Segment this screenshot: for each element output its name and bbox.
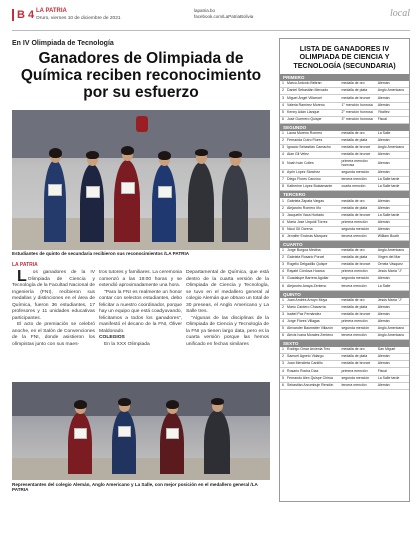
rank-cell: 3 (280, 212, 286, 219)
student-name-cell: Rayaté Córdova Huarca (286, 269, 340, 276)
award-cell: medalla de oro (340, 81, 376, 88)
table-row (280, 368, 409, 375)
table-row (280, 354, 409, 361)
award-cell: primera mención (340, 318, 376, 325)
paragraph: tros tutores y familiares. La ceremonia comenzó a las 19:00 horas y se extendió aproximadamente una hora. (99, 270, 182, 288)
school-cell: Alemán (377, 226, 409, 233)
table-row (280, 88, 409, 95)
school-cell: William Booth (377, 233, 409, 240)
award-cell: primera mención (340, 219, 376, 226)
school-cell: La Salle (377, 131, 409, 138)
school-cell: Anglo Americano (377, 333, 409, 340)
rank-cell: 5 (280, 276, 286, 283)
student-name-cell: Noah Iván Colles (286, 159, 340, 170)
rank-cell: 1 (280, 81, 286, 88)
school-cell: Fiscal (377, 368, 409, 375)
photo-caption-top: Estudiantes de quinto de secundaria recibieron sus reconocimientos /LA PATRIA (12, 251, 190, 256)
table-row (280, 276, 409, 283)
table-row (280, 382, 409, 389)
school-cell: Ybañez (377, 109, 409, 116)
paragraph: "Para la FNI es realmente un honor contar con selectos estudiantes, debo felicitar a nuestro coordinador, porque hay un equipo que está coadyuvando, felicitamos a todos los ganadores", manifestó el decano de la FNI, Óliver Maldonado. (99, 289, 182, 334)
school-cell: La Salle tarde (377, 177, 409, 184)
rank-cell: 6 (280, 116, 286, 123)
article-title: Ganadores de Olimpiada de Química reciben reconocimiento por su esfuerzo (20, 50, 262, 101)
school-cell: Alemán (377, 102, 409, 109)
award-cell: segunda mención (340, 276, 376, 283)
student-name-cell: Jorge Burgoa Medina (286, 248, 340, 255)
paragraph: En la XXX Olimpiada (104, 341, 150, 347)
rank-cell: 3 (280, 361, 286, 368)
award-cell: tercera mención (340, 283, 376, 290)
rank-cell: 3 (280, 262, 286, 269)
newspaper-name: LA PATRIA (36, 8, 67, 14)
award-cell: 1° mención honrosa (340, 102, 376, 109)
winners-group-header: PRIMERO (280, 74, 409, 81)
award-cell: tercera mención (340, 333, 376, 340)
facebook-link[interactable]: facebook.com/LaPatriaBolivia (194, 14, 254, 19)
award-cell: medalla de oro (340, 248, 376, 255)
student-name-cell: Nicol Gil Ocrena (286, 226, 340, 233)
table-row (280, 152, 409, 159)
rank-cell: 2 (280, 255, 286, 262)
student-name-cell: José Guerrero Quispe (286, 116, 340, 123)
student-name-cell: Fernanda Cutro Flores (286, 137, 340, 144)
table-row (280, 170, 409, 177)
school-cell: Alemán (377, 354, 409, 361)
article-column-2 (99, 270, 182, 348)
table-row (280, 325, 409, 332)
rank-cell: 7 (280, 177, 286, 184)
rank-cell: 2 (280, 88, 286, 95)
school-cell: San Miguel (377, 347, 409, 354)
rank-cell: 2 (280, 304, 286, 311)
article-kicker: En IV Olimpiada de Tecnología (12, 40, 114, 47)
award-cell: primera mención (340, 368, 376, 375)
table-row (280, 109, 409, 116)
rank-cell: 1 (280, 347, 286, 354)
school-cell: Anglo Americano (377, 325, 409, 332)
table-row (280, 95, 409, 102)
student-name-cell: Rogelio Delgadillo Quispe (286, 262, 340, 269)
table-row (280, 248, 409, 255)
rank-cell: 5 (280, 109, 286, 116)
rank-cell: 2 (280, 137, 286, 144)
table-row (280, 137, 409, 144)
table-row (280, 159, 409, 170)
award-cell: cuarta mención (340, 184, 376, 191)
winners-list-box (279, 38, 410, 502)
student-name-cell: Kenny Adán Llanque (286, 109, 340, 116)
issue-date: Oruro, viernes 10 de diciembre de 2021 (36, 16, 121, 21)
school-cell: Virgen del Mar (377, 255, 409, 262)
winners-list-title: LISTA DE GANADORES IV OLIMPIADA DE CIENCIA Y TECNOLOGÍA (SECUNDARIA) (293, 44, 396, 70)
award-cell: 3° mención honrosa (340, 116, 376, 123)
table-row (280, 311, 409, 318)
table-row (280, 205, 409, 212)
table-row (280, 269, 409, 276)
table-row (280, 177, 409, 184)
student-name-cell: Daniel Sebastián Mercado (286, 88, 340, 95)
student-name-cell: María Jose Urquidi Tórrez (286, 219, 340, 226)
table-row (280, 198, 409, 205)
table-row (280, 81, 409, 88)
student-name-cell: Alejandro Romero Iño (286, 205, 340, 212)
student-name-cell: Katherine López Bustamante (286, 184, 340, 191)
article-column-3 (186, 270, 269, 348)
award-cell: primera mención honrosa (340, 159, 376, 170)
school-cell: Jesús María "J" (377, 298, 409, 305)
rank-cell: 3 (280, 311, 286, 318)
student-name-cell: Miguel Ángel Villarroel (286, 95, 340, 102)
header-rule (12, 30, 410, 31)
award-cell: medalla de oro (340, 131, 376, 138)
rank-cell: 1 (280, 248, 286, 255)
table-row (280, 255, 409, 262)
rank-cell: 4 (280, 102, 286, 109)
award-cell: segunda mención (340, 375, 376, 382)
table-row (280, 144, 409, 151)
table-row (280, 333, 409, 340)
rank-cell: 6 (280, 382, 286, 389)
table-row (280, 318, 409, 325)
award-cell: tercera mención (340, 177, 376, 184)
award-cell: medalla de plata (340, 255, 376, 262)
award-cell: primera mención (340, 269, 376, 276)
award-cell: medalla de plata (340, 137, 376, 144)
award-cell: medalla de oro (340, 198, 376, 205)
table-row (280, 375, 409, 382)
student-name-cell: Marco Antonio Beltrán (286, 81, 340, 88)
school-cell: Alemán (377, 170, 409, 177)
school-cell: Anglo Americano (377, 144, 409, 151)
student-name-cell: Laura Moreno Romero (286, 131, 340, 138)
paragraph: "Algunas de las disciplinas de la Olimpiada de Ciencia y Tecnología de la FNI ya tienen largo data, pero es la cuarta versión porque las hemos unificado en fechas similares (186, 315, 269, 347)
student-name-cell: Jennifer Encinas Marquez (286, 233, 340, 240)
winners-table (280, 131, 409, 192)
award-cell: tercera mención (340, 382, 376, 389)
winners-table (280, 298, 409, 341)
rank-cell: 5 (280, 159, 286, 170)
winners-table (280, 81, 409, 124)
photo-caption-bottom: Representantes del colegio Alemán, Anglo Americano y La Salle, con mejor posición en el medallero general /LA PATRIA (12, 482, 258, 492)
rank-cell: 3 (280, 144, 286, 151)
school-cell: Alemán (377, 219, 409, 226)
student-name-cell: Jacquelin Vaca Hurtado (286, 212, 340, 219)
school-cell: Anglo Americano (377, 88, 409, 95)
table-row (280, 212, 409, 219)
school-cell: Alemán (377, 159, 409, 170)
student-name-cell: Alexander Baumstter Villazón (286, 325, 340, 332)
award-cell: medalla de plata (340, 88, 376, 95)
school-cell: Alemán (377, 361, 409, 368)
school-cell: Jesús María "J" (377, 269, 409, 276)
social-links (194, 8, 253, 20)
page-header (12, 6, 410, 28)
student-name-cell: Juan Andrés Arroyo Moya (286, 298, 340, 305)
rank-cell: 4 (280, 152, 286, 159)
winners-table (280, 347, 409, 390)
student-name-cell: Guadalupe Barrera Aguilar (286, 276, 340, 283)
school-cell: Alemán (377, 198, 409, 205)
school-cell: Anglo Americano (377, 248, 409, 255)
award-cell: segunda mención (340, 226, 376, 233)
school-cell: Alemán (377, 318, 409, 325)
rank-cell: 4 (280, 219, 286, 226)
table-row (280, 131, 409, 138)
subheading: COLEGIOS (99, 335, 125, 340)
table-row (280, 347, 409, 354)
paragraph: Los ganadores de la IV Olimpiada de Ciencia y Tecnología de la Facultad Nacional de Ingeniería (FNI), recibieron sus medallas y distinciones en el área de Química, fueron 36 estudiantes, 17 profesores y 11 unidades educativas participantes. (12, 268, 95, 321)
school-cell: Fiscal (377, 116, 409, 123)
table-row (280, 298, 409, 305)
website-link[interactable]: lapatria.bo (194, 8, 216, 13)
student-name-cell: Alejandro Anaya Zenteno (286, 283, 340, 290)
table-row (280, 262, 409, 269)
student-name-cell: Gabriela Zapata Vargas (286, 198, 340, 205)
rank-cell: 6 (280, 170, 286, 177)
student-name-cell: Juan Mendieta Cantillo (286, 361, 340, 368)
student-name-cell: Mario Cardero Chavarría (286, 304, 340, 311)
paragraph: El acto de premiación se celebró anoche, en el Salón de Convenciones de la FNI, donde asistieron los olímpistas junto con sus maes- (12, 322, 95, 347)
rank-cell: 5 (280, 325, 286, 332)
rank-cell: 2 (280, 354, 286, 361)
table-row (280, 102, 409, 109)
award-cell: medalla de bronce (340, 144, 376, 151)
section-label: local (390, 8, 410, 19)
rank-cell: 4 (280, 368, 286, 375)
school-cell: Alemán (377, 95, 409, 102)
award-cell: medalla de bronce (340, 262, 376, 269)
rank-cell: 8 (280, 184, 286, 191)
award-cell: tercera mención (340, 233, 376, 240)
award-photo-bottom (12, 382, 270, 480)
school-cell: Alemán (377, 81, 409, 88)
article-byline: LA PATRIA (12, 262, 38, 268)
school-cell: Ornela Vásquez (377, 262, 409, 269)
winners-table (280, 248, 409, 291)
rank-cell: 1 (280, 198, 286, 205)
table-row (280, 219, 409, 226)
school-cell: La Salle (377, 283, 409, 290)
rank-cell: 2 (280, 205, 286, 212)
winners-group-header: QUINTO (280, 291, 409, 298)
school-cell: La Salle tarde (377, 212, 409, 219)
rank-cell: 5 (280, 226, 286, 233)
rank-cell: 3 (280, 95, 286, 102)
student-name-cell: Fernando Alex Quispe Chirúa (286, 375, 340, 382)
award-cell: medalla de oro (340, 347, 376, 354)
school-cell: Alemán (377, 304, 409, 311)
award-cell: medalla de plata (340, 205, 376, 212)
award-photo-top (12, 110, 270, 250)
school-cell: Alemán (377, 382, 409, 389)
winners-group-header: TERCERO (280, 191, 409, 198)
rank-cell: 1 (280, 131, 286, 138)
award-cell: medalla de bronce (340, 152, 376, 159)
student-name-cell: Rosario Rocha Díaz (286, 368, 340, 375)
article-column-1 (12, 270, 95, 348)
school-cell: Alemán (377, 276, 409, 283)
rank-cell: 4 (280, 269, 286, 276)
table-row (280, 361, 409, 368)
award-cell: segunda mención (340, 325, 376, 332)
page-number: B 4 (12, 9, 34, 21)
table-row (280, 233, 409, 240)
award-cell: 2° mención honrosa (340, 109, 376, 116)
student-name-cell: Alan Gil Velez (286, 152, 340, 159)
student-name-cell: Gabriela Rosario Porcel (286, 255, 340, 262)
student-name-cell: Rodrigo Omar Arcienia Trec (286, 347, 340, 354)
student-name-cell: Ayrin López Sánchez (286, 170, 340, 177)
student-name-cell: Diego Flores Cancino (286, 177, 340, 184)
table-row (280, 184, 409, 191)
student-name-cell: Ignacio Sebastián Camacho (286, 144, 340, 151)
table-row (280, 116, 409, 123)
rank-cell: 4 (280, 318, 286, 325)
winners-group-header: SEXTO (280, 340, 409, 347)
rank-cell: 1 (280, 298, 286, 305)
school-cell: La Salle tarde (377, 184, 409, 191)
school-cell: Alemán (377, 152, 409, 159)
school-cell: La Salle tarde (377, 375, 409, 382)
winners-group-header: SEGUNDO (280, 124, 409, 131)
student-name-cell: Jorge Flores Villagas (286, 318, 340, 325)
award-cell: medalla de bronce (340, 95, 376, 102)
paragraph: Departamental de Química, que está dentro de la cuarta versión de la Olimpiada de Ciencia y Tecnología, se tuvo en el medallero general al colegio Alemán que obtuvo un total de 30 preseas, el Anglo Americano y La Salle tres. (186, 270, 269, 314)
award-cell: medalla de bronce (340, 212, 376, 219)
school-cell: Alemán (377, 205, 409, 212)
winners-table (280, 198, 409, 241)
rank-cell: 6 (280, 333, 286, 340)
school-cell: Alemán (377, 311, 409, 318)
award-cell: medalla de plata (340, 354, 376, 361)
student-name-cell: Alexis Ivana Morales Zenteno (286, 333, 340, 340)
student-name-cell: Isabel Paz Fernández (286, 311, 340, 318)
student-name-cell: Valeria Ramírez Moreno (286, 102, 340, 109)
winners-group-header: CUARTO (280, 241, 409, 248)
award-cell: medalla de plata (340, 304, 376, 311)
award-cell: medalla de oro (340, 298, 376, 305)
table-row (280, 283, 409, 290)
award-cell: medalla de bronce (340, 311, 376, 318)
table-row (280, 304, 409, 311)
rank-cell: 5 (280, 375, 286, 382)
student-name-cell: Sebastián Arzumbuje Rendón (286, 382, 340, 389)
winners-groups (280, 74, 409, 389)
school-cell: Alemán (377, 137, 409, 144)
award-cell: medalla de bronce (340, 361, 376, 368)
student-name-cell: Samuel Agnelo Vidargo (286, 354, 340, 361)
table-row (280, 226, 409, 233)
rank-cell: 6 (280, 233, 286, 240)
rank-cell: 6 (280, 283, 286, 290)
award-cell: segunda mención (340, 170, 376, 177)
